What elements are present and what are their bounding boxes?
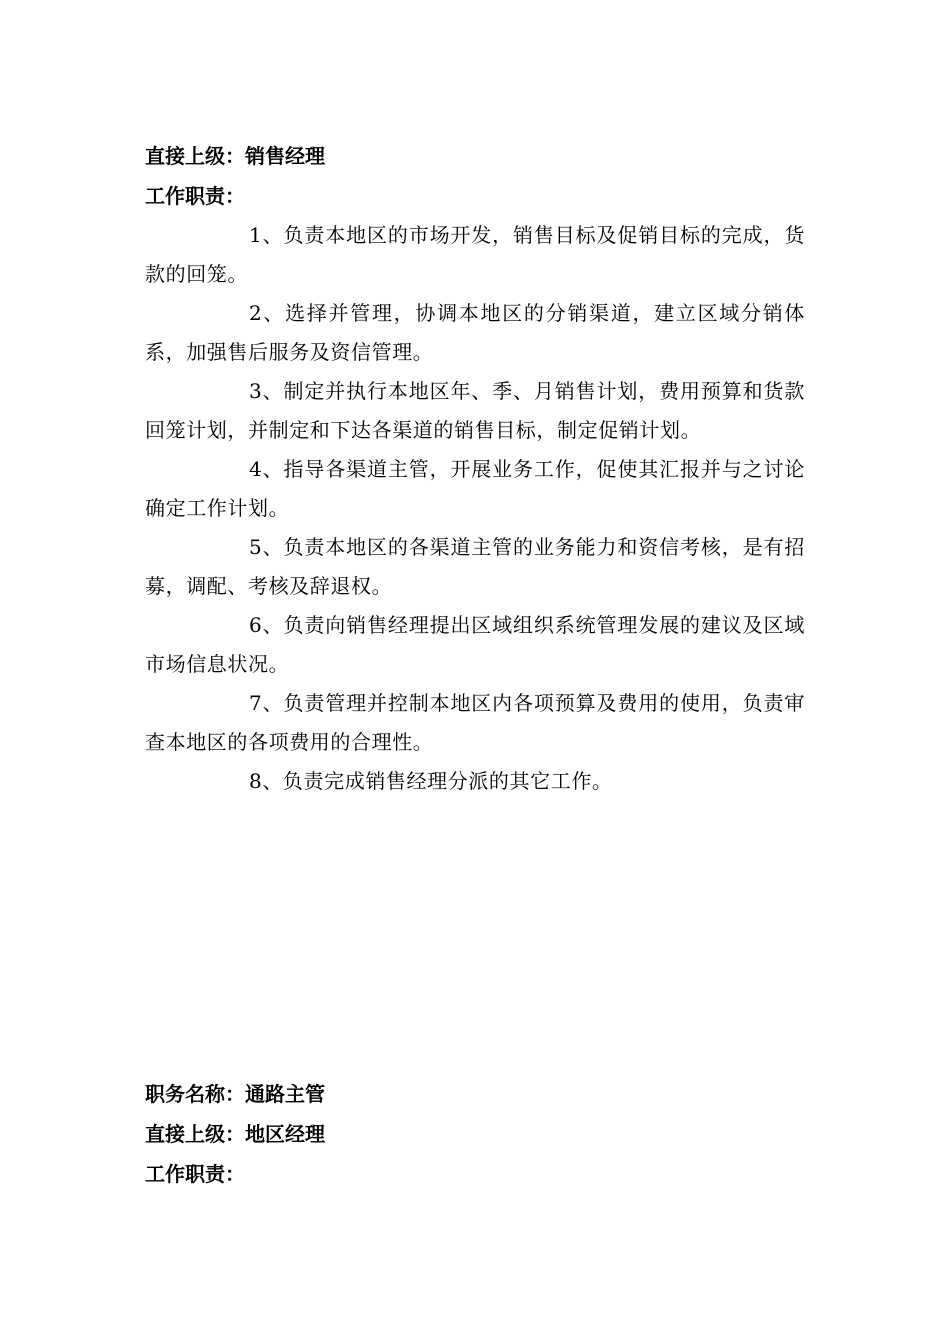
duty-item-7: 7、负责管理并控制本地区内各项预算及费用的使用，负责审查本地区的各项费用的合理性。 <box>145 691 805 754</box>
duty-item-4: 4、指导各渠道主管，开展业务工作，促使其汇报并与之讨论确定工作计划。 <box>145 457 805 520</box>
job-section-channel-supervisor <box>145 1074 805 1194</box>
duty-item-6: 6、负责向销售经理提出区域组织系统管理发展的建议及区域市场信息状况。 <box>145 613 805 676</box>
duty-item-3: 3、制定并执行本地区年、季、月销售计划，费用预算和货款回笼计划，并制定和下达各渠道的销售目标，制定促销计划。 <box>145 379 805 442</box>
direct-superior-heading-2: 直接上级：地区经理 <box>145 1122 325 1146</box>
duties-label-2: 工作职责： <box>145 1162 245 1186</box>
direct-superior-heading: 直接上级：销售经理 <box>145 144 325 168</box>
duty-item-5: 5、负责本地区的各渠道主管的业务能力和资信考核，是有招募，调配、考核及辞退权。 <box>145 535 805 598</box>
duty-item-8: 8、负责完成销售经理分派的其它工作。 <box>249 769 613 793</box>
position-name-heading: 职务名称：通路主管 <box>145 1082 325 1106</box>
duties-list <box>145 216 805 801</box>
job-section-regional-manager <box>145 136 805 801</box>
duties-label: 工作职责： <box>145 184 245 208</box>
duty-item-2: 2、选择并管理，协调本地区的分销渠道，建立区域分销体系，加强售后服务及资信管理。 <box>145 301 805 364</box>
duty-item-1: 1、负责本地区的市场开发，销售目标及促销目标的完成，货款的回笼。 <box>145 223 805 286</box>
